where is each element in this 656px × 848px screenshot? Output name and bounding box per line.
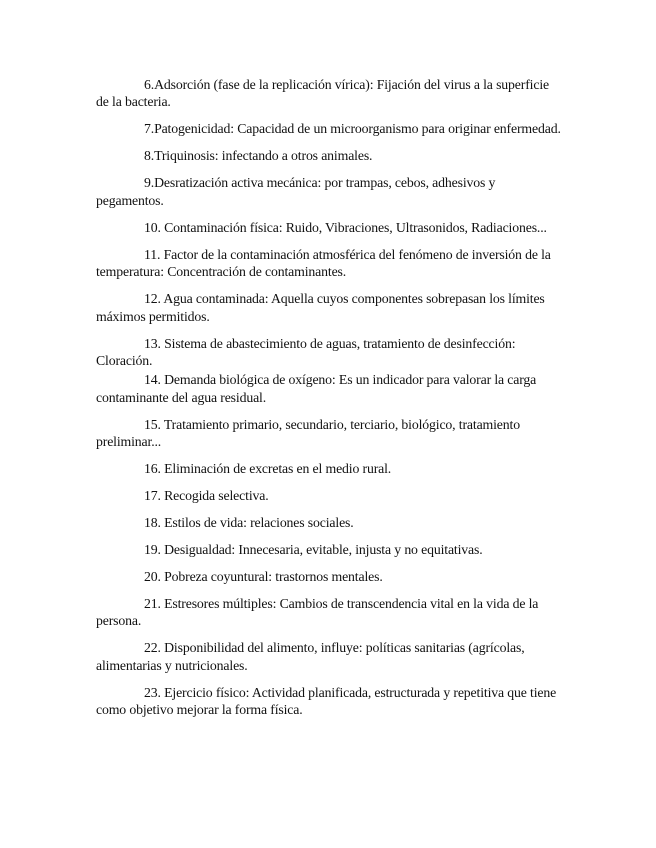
item-number: 17. bbox=[144, 488, 161, 504]
list-item bbox=[96, 541, 564, 558]
list-item bbox=[96, 460, 564, 477]
list-item bbox=[96, 487, 564, 504]
item-text: Pobreza coyuntural: trastornos mentales. bbox=[164, 569, 383, 585]
item-number: 8. bbox=[144, 148, 155, 164]
item-text: Adsorción (fase de la replicación vírica): Fijación del virus a la superficie de la bacteria. bbox=[96, 77, 549, 110]
list-item bbox=[96, 595, 564, 630]
item-text: Agua contaminada: Aquella cuyos componentes sobrepasan los límites máximos permitidos. bbox=[96, 291, 545, 324]
item-text: Sistema de abastecimiento de aguas, tratamiento de desinfección: Cloración. bbox=[96, 335, 516, 369]
list-item bbox=[96, 246, 564, 281]
item-number: 22. bbox=[144, 640, 161, 656]
list-item bbox=[96, 514, 564, 531]
list-item bbox=[96, 568, 564, 585]
item-number: 7. bbox=[144, 121, 155, 137]
item-text: Disponibilidad del alimento, influye: políticas sanitarias (agrícolas, alimentarias y nutricionales. bbox=[96, 640, 525, 673]
list-item bbox=[96, 147, 564, 164]
document-page bbox=[96, 76, 564, 728]
item-text: Tratamiento primario, secundario, terciario, biológico, tratamiento preliminar... bbox=[96, 416, 520, 450]
list-item bbox=[96, 120, 564, 137]
item-text: Estilos de vida: relaciones sociales. bbox=[164, 515, 354, 531]
item-text: Contaminación física: Ruido, Vibraciones, Ultrasonidos, Radiaciones... bbox=[164, 219, 547, 235]
list-item bbox=[96, 290, 564, 325]
item-number: 13. bbox=[144, 335, 161, 351]
list-item bbox=[96, 219, 564, 236]
item-text: Desigualdad: Innecesaria, evitable, injusta y no equitativas. bbox=[164, 542, 483, 558]
item-text: Ejercicio físico: Actividad planificada, estructurada y repetitiva que tiene como objetivo mejorar la forma física. bbox=[96, 684, 557, 718]
item-text: Demanda biológica de oxígeno: Es un indicador para valorar la carga contaminante del agua residual. bbox=[96, 372, 537, 405]
item-text: Factor de la contaminación atmosférica del fenómeno de inversión de la temperatura: Concentración de contaminantes. bbox=[96, 246, 551, 280]
item-text: Estresores múltiples: Cambios de transcendencia vital en la vida de la persona. bbox=[96, 596, 539, 629]
item-number: 14. bbox=[144, 372, 161, 388]
list-item bbox=[96, 335, 564, 370]
item-text: Recogida selectiva. bbox=[164, 488, 269, 504]
item-number: 9. bbox=[144, 175, 155, 191]
item-number: 16. bbox=[144, 461, 161, 477]
item-number: 21. bbox=[144, 596, 161, 612]
item-number: 11. bbox=[144, 246, 161, 262]
item-text: Triquinosis: infectando a otros animales. bbox=[154, 148, 373, 164]
list-item bbox=[96, 174, 564, 209]
list-item bbox=[96, 684, 564, 719]
item-text: Desratización activa mecánica: por trampas, cebos, adhesivos y pegamentos. bbox=[96, 175, 496, 208]
item-number: 20. bbox=[144, 569, 161, 585]
item-number: 23. bbox=[144, 684, 161, 700]
list-item bbox=[96, 371, 564, 406]
list-item bbox=[96, 416, 564, 451]
item-number: 19. bbox=[144, 542, 161, 558]
item-number: 15. bbox=[144, 416, 161, 432]
item-number: 18. bbox=[144, 515, 161, 531]
item-text: Patogenicidad: Capacidad de un microorganismo para originar enfermedad. bbox=[154, 121, 561, 137]
item-number: 10. bbox=[144, 219, 161, 235]
item-number: 12. bbox=[144, 291, 161, 307]
list-item bbox=[96, 639, 564, 674]
list-item bbox=[96, 76, 564, 111]
item-text: Eliminación de excretas en el medio rural. bbox=[164, 461, 392, 477]
item-number: 6. bbox=[144, 77, 155, 92]
